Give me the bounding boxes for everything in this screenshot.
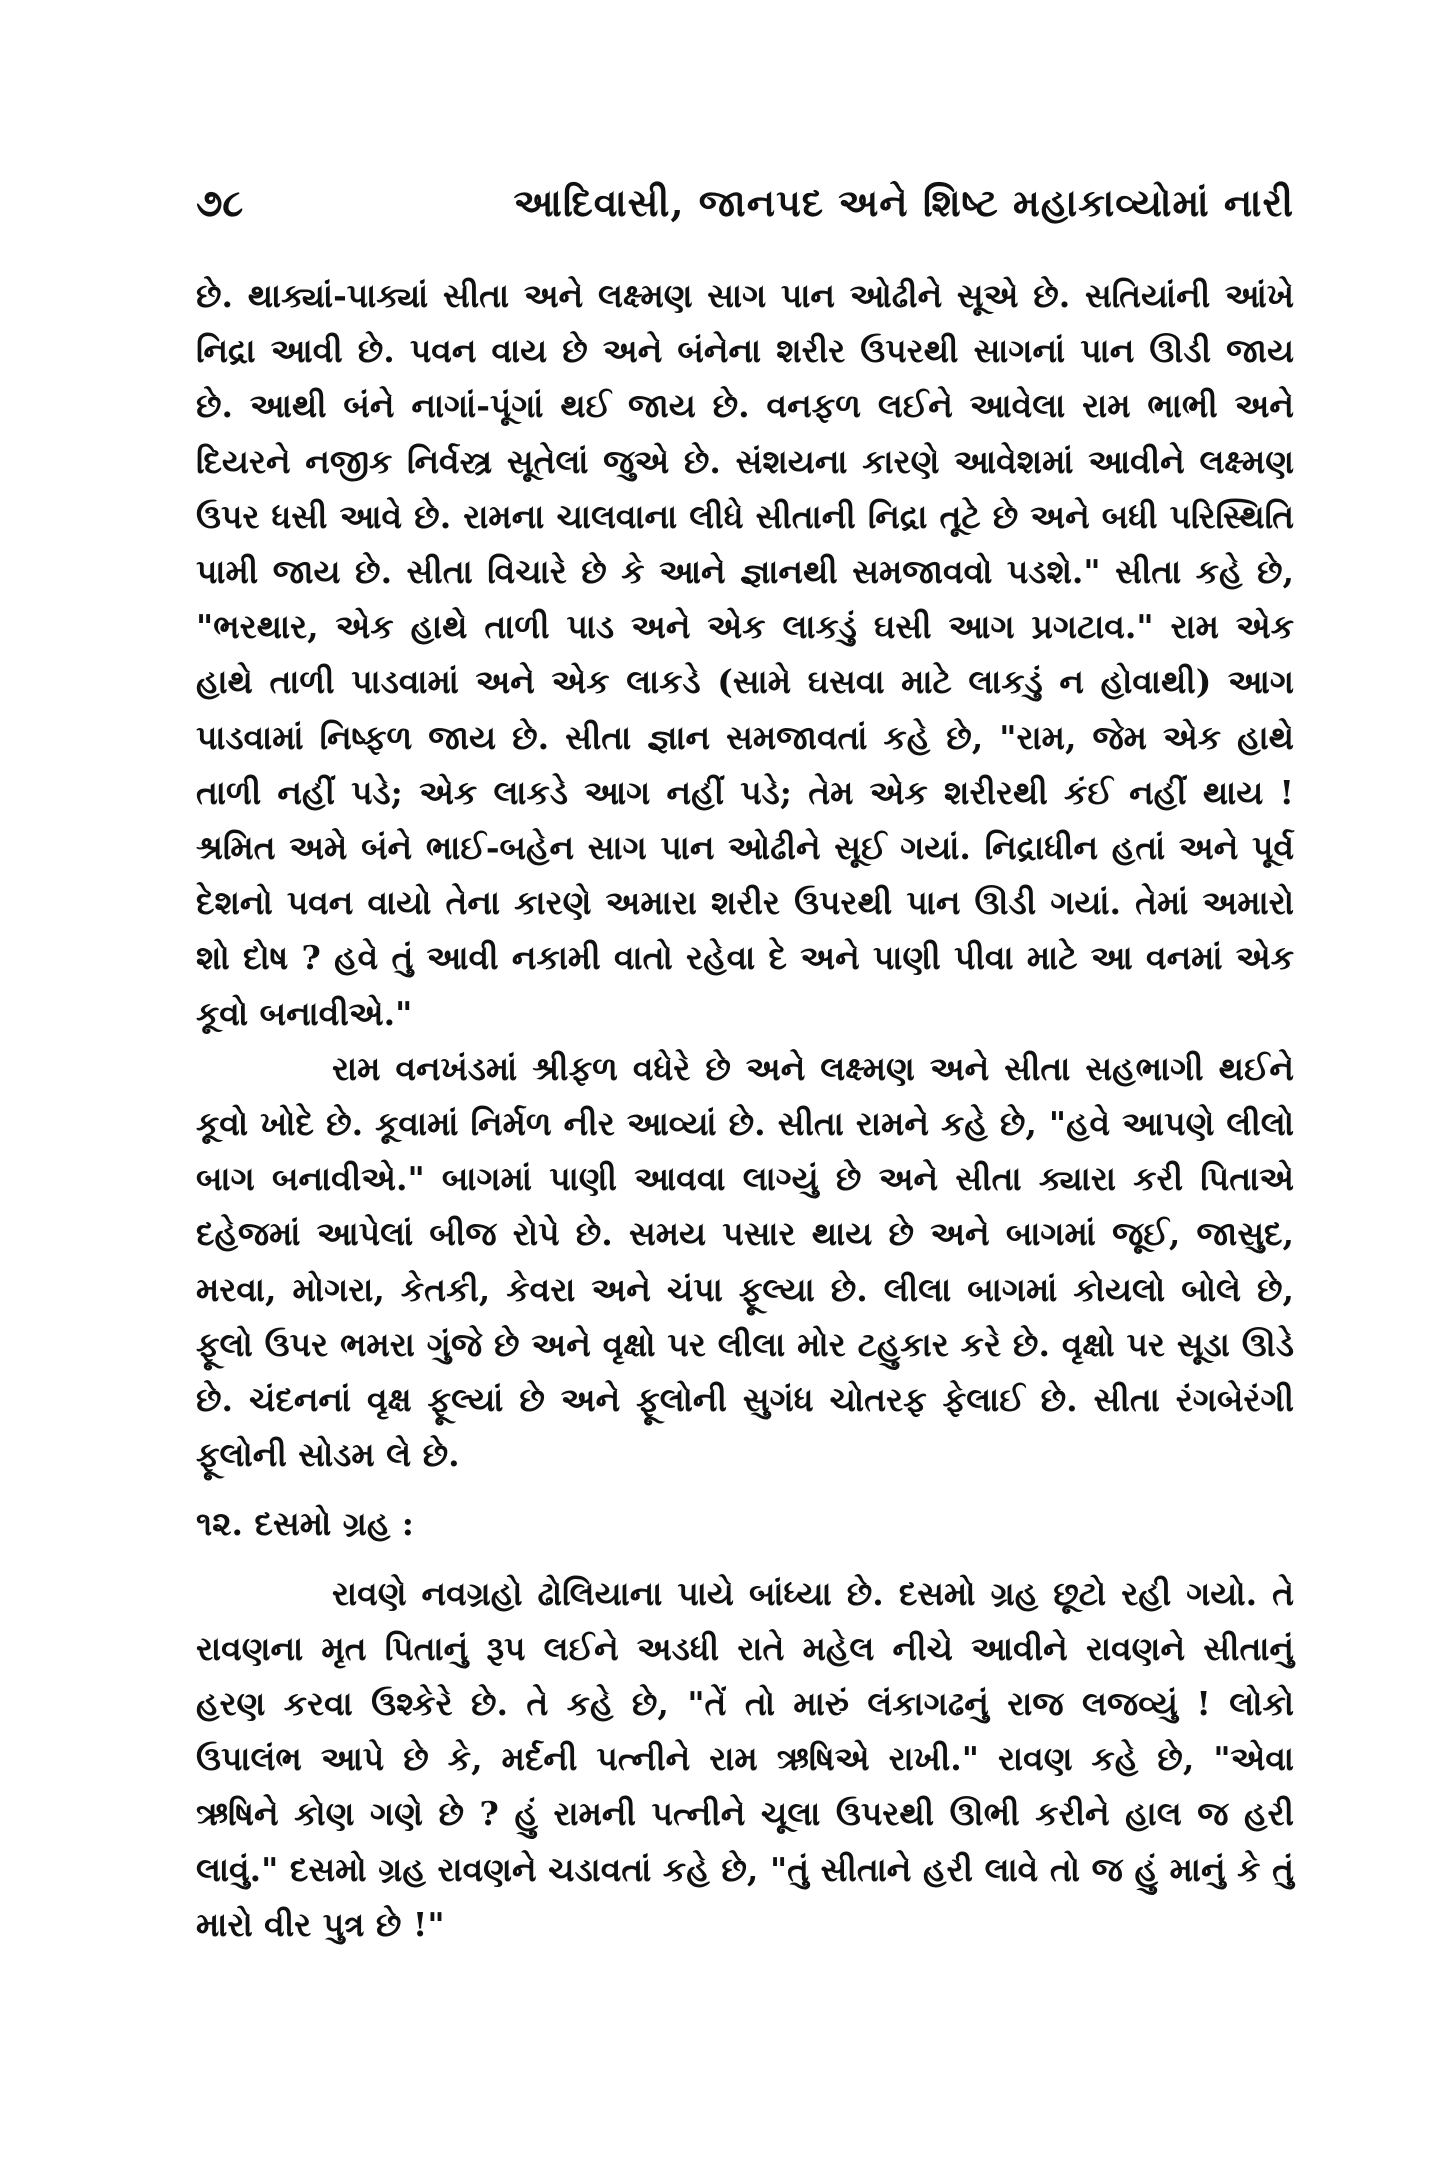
page-number: ૭૮ (196, 180, 244, 225)
body-text (196, 268, 1294, 1952)
page-header (196, 180, 1294, 236)
paragraph-tenth-planet: રાવણે નવગ્રહો ઢોલિયાના પાયે બાંધ્યા છે. દસમો ગ્રહ છૂટો રહી ગયો. તે રાવણના મૃત પિતાનું રૂપ લઈને અડધી રાતે મહેલ નીચે આવીને રાવણને સીતાનું હરણ કરવા ઉશ્કેરે છે. તે કહે છે, "તેં તો મારું લંકાગઢનું રાજ લજવ્યું ! લોકો ઉપાલંભ આપે છે કે, મર્દની પત્નીને રામ ઋષિએ રાખી." રાવણ કહે છે, "એવા ઋષિને કોણ ગણે છે ? હું રામની પત્નીને ચૂલા ઉપરથી ઊભી કરીને હાલ જ હરી લાવું." દસમો ગ્રહ રાવણને ચડાવતાં કહે છે, "તું સીતાને હરી લાવે તો જ હું માનું કે તું મારો વીર પુત્ર છે !" (196, 1573, 1294, 1944)
paragraph-garden: રામ વનખંડમાં શ્રીફળ વધેરે છે અને લક્ષ્મણ અને સીતા સહભાગી થઈને કૂવો ખોદે છે. કૂવામાં નિર્મળ નીર આવ્યાં છે. સીતા રામને કહે છે, "હવે આપણે લીલો બાગ બનાવીએ." બાગમાં પાણી આવવા લાગ્યું છે અને સીતા ક્યારા કરી પિતાએ દહેજમાં આપેલાં બીજ રોપે છે. સમય પસાર થાય છે અને બાગમાં જૂઈ, જાસુદ, મરવા, મોગરા, કેતકી, કેવરા અને ચંપા ફૂલ્યા છે. લીલા બાગમાં કોયલો બોલે છે, ફૂલો ઉપર ભમરા ગુંજે છે અને વૃક્ષો પર લીલા મોર ટહુકાર કરે છે. વૃક્ષો પર સૂડા ઊડે છે. ચંદનનાં વૃક્ષ ફૂલ્યાં છે અને ફૂલોની સુગંધ ચોતરફ ફેલાઈ છે. સીતા રંગબેરંગી ફૂલોની સોડમ લે છે. (196, 1048, 1294, 1475)
section-heading: ૧૨. દસમો ગ્રહ : (196, 1504, 414, 1544)
paragraph-continued: છે. થાક્યાં-પાક્યાં સીતા અને લક્ષ્મણ સાગ પાન ઓઢીને સૂએ છે. સતિયાંની આંખે નિદ્રા આવી છે. પવન વાય છે અને બંનેના શરીર ઉપરથી સાગનાં પાન ઊડી જાય છે. આથી બંને નાગાં-પૂંગાં થઈ જાય છે. વનફળ લઈને આવેલા રામ ભાભી અને દિયરને નજીક નિર્વસ્ત્ર સૂતેલાં જુએ છે. સંશયના કારણે આવેશમાં આવીને લક્ષ્મણ ઉપર ધસી આવે છે. રામના ચાલવાના લીધે સીતાની નિદ્રા તૂટે છે અને બધી પરિસ્થિતિ પામી જાય છે. સીતા વિચારે છે કે આને જ્ઞાનથી સમજાવવો પડશે." સીતા કહે છે, "ભરથાર, એક હાથે તાળી પાડ અને એક લાકડું ઘસી આગ પ્રગટાવ." રામ એક હાથે તાળી પાડવામાં અને એક લાકડે (સામે ઘસવા માટે લાકડું ન હોવાથી) આગ પાડવામાં નિષ્ફળ જાય છે. સીતા જ્ઞાન સમજાવતાં કહે છે, "રામ, જેમ એક હાથે તાળી નહીં પડે; એક લાકડે આગ નહીં પડે; તેમ એક શરીરથી કંઈ નહીં થાય ! શ્રમિત અમે બંને ભાઈ-બહેન સાગ પાન ઓઢીને સૂઈ ગયાં. નિદ્રાધીન હતાં અને પૂર્વ દેશનો પવન વાયો તેના કારણે અમારા શરીર ઉપરથી પાન ઊડી ગયાં. તેમાં અમારો શો દોષ ? હવે તું આવી નકામી વાતો રહેવા દે અને પાણી પીવા માટે આ વનમાં એક કૂવો બનાવીએ." (196, 276, 1294, 1033)
running-title: આદિવાસી, જાનપદ અને શિષ્ટ મહાકાવ્યોમાં નારી (513, 180, 1294, 225)
